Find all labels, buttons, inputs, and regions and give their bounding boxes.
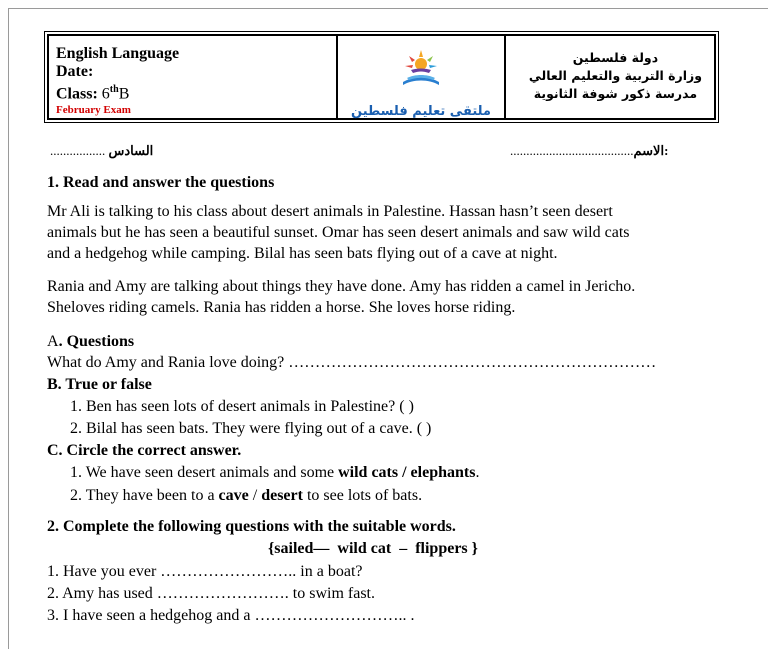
class-letter: B (118, 85, 130, 103)
date-label-text: Date: (56, 63, 94, 80)
c1-post: . (475, 464, 480, 481)
c2-mid: / (248, 487, 262, 504)
c2-option-2: desert (261, 487, 303, 504)
a-title-text: . Questions (58, 333, 135, 350)
ministry-line-1: دولة فلسطين (572, 50, 659, 65)
name-dots: ...................................... (510, 143, 634, 158)
header-inner (47, 34, 716, 120)
s2-item-3: 3. I have seen a hedgehog and a ……………………….. . (47, 607, 415, 624)
para1-line1: Mr Ali is talking to his class about desert animals in Palestine. Hassan hasn’t seen desert (47, 203, 613, 220)
c-item-2 (70, 487, 422, 505)
section1-title: 1. Read and answer the questions (47, 174, 275, 191)
grade-field (50, 143, 153, 159)
c2-post: to see lots of bats. (302, 487, 423, 504)
class-label-text: Class: (56, 85, 98, 103)
c1-options: wild cats / elephants (338, 464, 476, 481)
exam-label: February Exam (56, 104, 131, 117)
para1-line2: animals but he has seen a beautiful sunset. Omar has seen desert animals and saw wild cats (47, 224, 630, 241)
a-title (47, 333, 134, 351)
section2-title: 2. Complete the following questions with the suitable words. (47, 518, 456, 535)
b-item-2: 2. Bilal has seen bats. They were flying out of a cave. ( ) (70, 420, 432, 437)
class-label (56, 81, 336, 103)
header-logo-cell (338, 36, 506, 118)
b-title: B. True or false (47, 376, 152, 393)
word-bank: {sailed— wild cat – flippers } (268, 540, 478, 557)
class-sup: th (109, 84, 119, 95)
header-left-cell (49, 36, 338, 118)
ministry-line-3: مدرسة ذكور شوفة الثانوية (533, 86, 698, 101)
a-prefix: A (47, 333, 59, 350)
a-question-1: What do Amy and Rania love doing? …………………………………………………………… (47, 354, 657, 371)
class-num: 6 (101, 85, 110, 103)
date-label (56, 63, 336, 81)
c2-option-1: cave (218, 487, 249, 504)
subject-label: English Language (56, 45, 180, 62)
s2-item-1: 1. Have you ever …………………….. in a boat? (47, 563, 363, 580)
s2-item-2: 2. Amy has used ……………………. to swim fast. (47, 585, 375, 602)
ministry-line-2: وزارة التربية والتعليم العالي (528, 68, 702, 83)
name-field (510, 143, 668, 159)
name-label: الاسم: (633, 143, 669, 158)
para1-line3: and a hedgehog while camping. Bilal has seen bats flying out of a cave at night. (47, 245, 558, 262)
logo-icon (399, 48, 443, 90)
header-box (44, 31, 719, 123)
logo-text: ملتقى تعليم فلسطين (351, 104, 491, 119)
grade-label: السادس (108, 143, 154, 158)
logo (338, 48, 504, 95)
header-right-cell (506, 36, 714, 118)
c-title: C. Circle the correct answer. (47, 442, 242, 459)
c-item-1 (70, 464, 479, 482)
para2-line1: Rania and Amy are talking about things they have done. Amy has ridden a camel in Jericho. (47, 278, 636, 295)
b-item-1: 1. Ben has seen lots of desert animals in Palestine? ( ) (70, 398, 414, 415)
c1-pre: 1. We have seen desert animals and some (70, 464, 339, 481)
para2-line2: Sheloves riding camels. Rania has ridden a horse. She loves horse riding. (47, 299, 516, 316)
c2-pre: 2. They have been to a (70, 487, 219, 504)
grade-dots: ................. (50, 143, 106, 158)
ministry-block (529, 49, 702, 103)
